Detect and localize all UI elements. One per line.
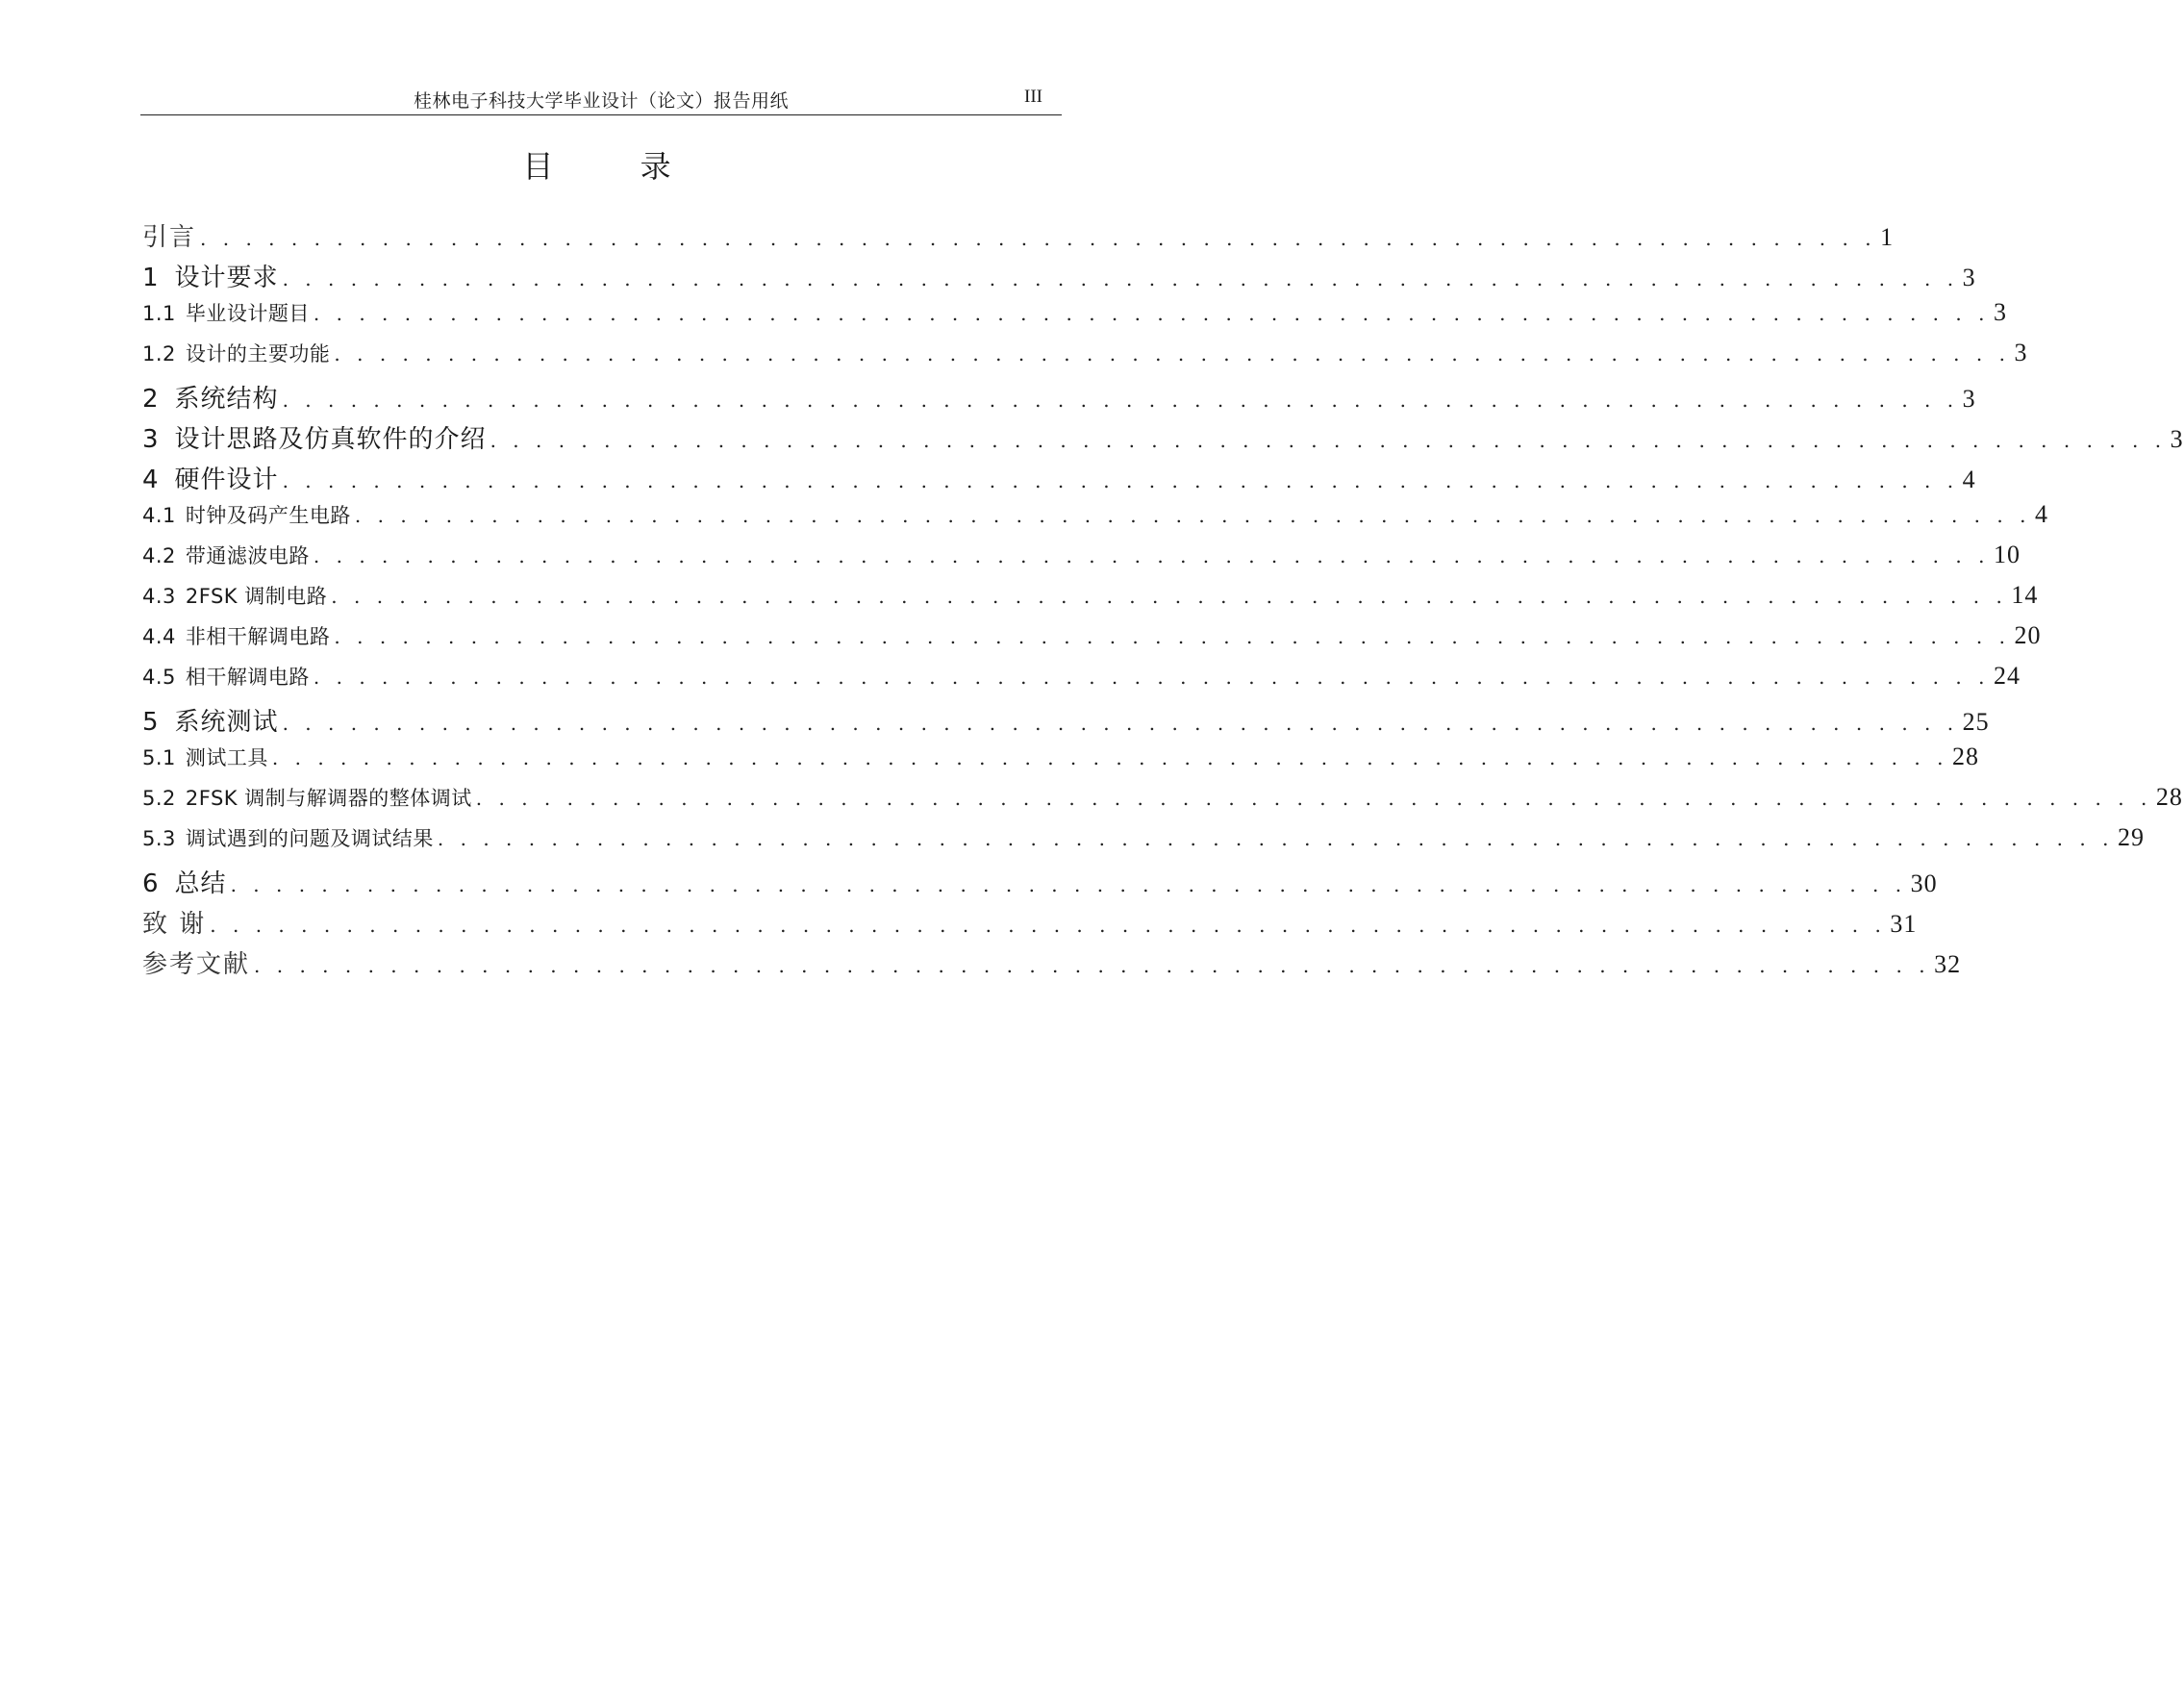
toc-entry[interactable] [142, 904, 1918, 944]
toc-entry[interactable] [142, 864, 1938, 904]
toc-entry-page: 20 [2014, 621, 2042, 649]
toc-entry-page: 28 [1951, 743, 1979, 770]
toc-entry-page: 3 [1962, 264, 1976, 291]
toc-entry-number: 4.2 [142, 544, 176, 567]
toc-entry-page: 3 [1962, 385, 1976, 413]
toc-dot-leader: . . . . . . . . . . . . . . . . . . . . . . . . . . . . . . . . . . . . . . . . . . . . . . . . . . . . . . . . . . . . . . . . . . . . . . . . . . [354, 504, 2031, 527]
toc-entry-page: 10 [1993, 541, 2021, 568]
page-number: III [1024, 87, 1042, 107]
toc-entry-number: 4.3 [142, 585, 176, 608]
toc-entry-number: 4.5 [142, 666, 176, 689]
toc-entry-text: 总结 [174, 869, 227, 898]
toc-entry-label [142, 904, 206, 940]
header-title: 桂林电子科技大学毕业设计（论文）报告用纸 [413, 90, 789, 112]
toc-entry[interactable] [142, 662, 2021, 702]
toc-entry-label [142, 258, 279, 293]
toc-entry-text: 非相干解调电路 [185, 625, 331, 648]
toc-entry-page: 25 [1962, 708, 1990, 736]
toc-entry-text: 时钟及码产生电路 [185, 504, 351, 527]
toc-dot-leader: . . . . . . . . . . . . . . . . . . . . . . . . . . . . . . . . . . . . . . . . . . . . . . . . . . . . . . . . . . . . . . . . . . . . . . . . . . [210, 914, 1887, 937]
toc-entry-number: 5.2 [142, 787, 176, 810]
toc-entry-text: 设计思路及仿真软件的介绍 [174, 425, 487, 454]
toc-entry-text: 系统测试 [174, 708, 279, 737]
toc-entry-number: 6 [142, 869, 160, 898]
toc-dot-leader: . . . . . . . . . . . . . . . . . . . . . . . . . . . . . . . . . . . . . . . . . . . . . . . . . . . . . . . . . . . . . . . . . . . . . . . . . . [475, 787, 2152, 810]
toc-entry-text: 2FSK 调制电路 [185, 585, 328, 608]
toc-entry-number: 5.1 [142, 746, 176, 769]
toc-entry[interactable] [142, 298, 2007, 339]
toc-entry-page: 3 [2170, 425, 2184, 453]
toc-entry[interactable] [142, 823, 2145, 864]
toc-dot-leader: . . . . . . . . . . . . . . . . . . . . . . . . . . . . . . . . . . . . . . . . . . . . . . . . . . . . . . . . . . . . . . . . . . . . . . . . . . [331, 585, 2008, 608]
toc-dot-leader: . . . . . . . . . . . . . . . . . . . . . . . . . . . . . . . . . . . . . . . . . . . . . . . . . . . . . . . . . . . . . . . . . . . . . . . . . . [282, 389, 1959, 412]
toc-entry[interactable] [142, 944, 1962, 985]
toc-entry[interactable] [142, 339, 2028, 379]
toc-entry-label [142, 419, 487, 455]
toc-entry-text: 带通滤波电路 [185, 544, 310, 567]
toc-entry-label [142, 783, 472, 812]
toc-entry-page: 30 [1910, 869, 1938, 897]
toc-dot-leader: . . . . . . . . . . . . . . . . . . . . . . . . . . . . . . . . . . . . . . . . . . . . . . . . . . . . . . . . . . . . . . . . . . . . . . . . . . [271, 746, 1948, 769]
page-header [140, 83, 1062, 115]
toc-entry-page: 32 [1934, 950, 1962, 978]
toc-entry-number: 3 [142, 425, 160, 454]
toc-entry-text: 硬件设计 [174, 466, 279, 494]
toc-entry-page: 3 [2014, 339, 2028, 366]
toc-entry[interactable] [142, 702, 1990, 743]
toc-entry-label [142, 541, 310, 569]
toc-entry[interactable] [142, 500, 2048, 541]
toc-entry-page: 3 [1993, 298, 2007, 326]
toc-entry-label [142, 379, 279, 415]
toc-entry[interactable] [142, 460, 1976, 500]
toc-entry-text: 设计要求 [174, 264, 279, 292]
toc-entry-text: 相干解调电路 [185, 666, 310, 689]
toc-entry[interactable] [142, 783, 2183, 823]
toc-entry-text: 2FSK 调制与解调器的整体调试 [185, 787, 472, 810]
toc-entry-number: 4.4 [142, 625, 176, 648]
toc-entry[interactable] [142, 541, 2021, 581]
toc-entry[interactable] [142, 621, 2042, 662]
toc-entry-number: 1 [142, 264, 160, 292]
toc-dot-leader: . . . . . . . . . . . . . . . . . . . . . . . . . . . . . . . . . . . . . . . . . . . . . . . . . . . . . . . . . . . . . . . . . . . . . . . . . . [200, 227, 1877, 250]
toc-entry-label [142, 823, 434, 852]
toc-entry-page: 24 [1993, 662, 2021, 690]
toc-entry-number: 4 [142, 466, 160, 494]
toc-entry[interactable] [142, 419, 2184, 460]
toc-entry-text: 参考文献 [142, 950, 251, 979]
toc-entry-text: 引言 [142, 223, 197, 252]
toc-entry-label [142, 621, 330, 650]
toc-entry-page: 4 [1962, 466, 1976, 493]
toc-entry-label [142, 217, 196, 253]
toc-entry-text: 毕业设计题目 [185, 302, 310, 325]
toc-dot-leader: . . . . . . . . . . . . . . . . . . . . . . . . . . . . . . . . . . . . . . . . . . . . . . . . . . . . . . . . . . . . . . . . . . . . . . . . . . [313, 666, 1990, 689]
toc-entry-page: 14 [2011, 581, 2039, 609]
toc-entry-page: 29 [2117, 823, 2145, 851]
toc-entry-label [142, 864, 227, 899]
toc-dot-leader: . . . . . . . . . . . . . . . . . . . . . . . . . . . . . . . . . . . . . . . . . . . . . . . . . . . . . . . . . . . . . . . . . . . . . . . . . . [282, 712, 1959, 735]
toc-dot-leader: . . . . . . . . . . . . . . . . . . . . . . . . . . . . . . . . . . . . . . . . . . . . . . . . . . . . . . . . . . . . . . . . . . . . . . . . . . [490, 429, 2167, 452]
toc-entry-label [142, 339, 330, 367]
toc-entry-page: 31 [1890, 910, 1918, 938]
toc-dot-leader: . . . . . . . . . . . . . . . . . . . . . . . . . . . . . . . . . . . . . . . . . . . . . . . . . . . . . . . . . . . . . . . . . . . . . . . . . . [313, 302, 1990, 325]
toc-dot-leader: . . . . . . . . . . . . . . . . . . . . . . . . . . . . . . . . . . . . . . . . . . . . . . . . . . . . . . . . . . . . . . . . . . . . . . . . . . [230, 873, 1907, 896]
toc-entry-label [142, 460, 279, 495]
toc-entry[interactable] [142, 581, 2039, 621]
toc-entry-text: 系统结构 [174, 385, 279, 414]
toc-entry-number: 5.3 [142, 827, 176, 850]
toc-entry[interactable] [142, 217, 1895, 258]
toc-entry-text: 测试工具 [185, 746, 268, 769]
toc-title: 目 录 [522, 148, 710, 185]
toc-entry-text: 致 谢 [142, 910, 207, 939]
toc-entry-number: 2 [142, 385, 160, 414]
toc-entry-page: 4 [2034, 500, 2048, 528]
toc-entry-label [142, 581, 327, 610]
toc-entry-text: 设计的主要功能 [185, 342, 331, 365]
toc-entry-label [142, 702, 279, 738]
toc-entry-number: 1.1 [142, 302, 176, 325]
toc-entry-text: 调试遇到的问题及调试结果 [185, 827, 434, 850]
toc-entry-number: 4.1 [142, 504, 176, 527]
toc-dot-leader: . . . . . . . . . . . . . . . . . . . . . . . . . . . . . . . . . . . . . . . . . . . . . . . . . . . . . . . . . . . . . . . . . . . . . . . . . . [334, 342, 2011, 365]
toc-dot-leader: . . . . . . . . . . . . . . . . . . . . . . . . . . . . . . . . . . . . . . . . . . . . . . . . . . . . . . . . . . . . . . . . . . . . . . . . . . [254, 954, 1931, 977]
table-of-contents [142, 217, 2184, 985]
toc-entry-page: 1 [1880, 223, 1895, 251]
toc-entry-label [142, 662, 310, 691]
toc-entry-number: 5 [142, 708, 160, 737]
toc-entry-label [142, 500, 351, 529]
toc-entry[interactable] [142, 379, 1976, 419]
toc-entry-label [142, 944, 250, 980]
toc-entry[interactable] [142, 258, 1976, 298]
toc-entry[interactable] [142, 743, 1979, 783]
toc-dot-leader: . . . . . . . . . . . . . . . . . . . . . . . . . . . . . . . . . . . . . . . . . . . . . . . . . . . . . . . . . . . . . . . . . . . . . . . . . . [313, 544, 1990, 567]
toc-dot-leader: . . . . . . . . . . . . . . . . . . . . . . . . . . . . . . . . . . . . . . . . . . . . . . . . . . . . . . . . . . . . . . . . . . . . . . . . . . [437, 827, 2114, 850]
toc-dot-leader: . . . . . . . . . . . . . . . . . . . . . . . . . . . . . . . . . . . . . . . . . . . . . . . . . . . . . . . . . . . . . . . . . . . . . . . . . . [282, 267, 1959, 290]
toc-entry-label [142, 298, 310, 327]
toc-entry-page: 28 [2155, 783, 2183, 811]
toc-dot-leader: . . . . . . . . . . . . . . . . . . . . . . . . . . . . . . . . . . . . . . . . . . . . . . . . . . . . . . . . . . . . . . . . . . . . . . . . . . [282, 469, 1959, 492]
toc-dot-leader: . . . . . . . . . . . . . . . . . . . . . . . . . . . . . . . . . . . . . . . . . . . . . . . . . . . . . . . . . . . . . . . . . . . . . . . . . . [334, 625, 2011, 648]
toc-entry-label [142, 743, 268, 771]
toc-entry-number: 1.2 [142, 342, 176, 365]
